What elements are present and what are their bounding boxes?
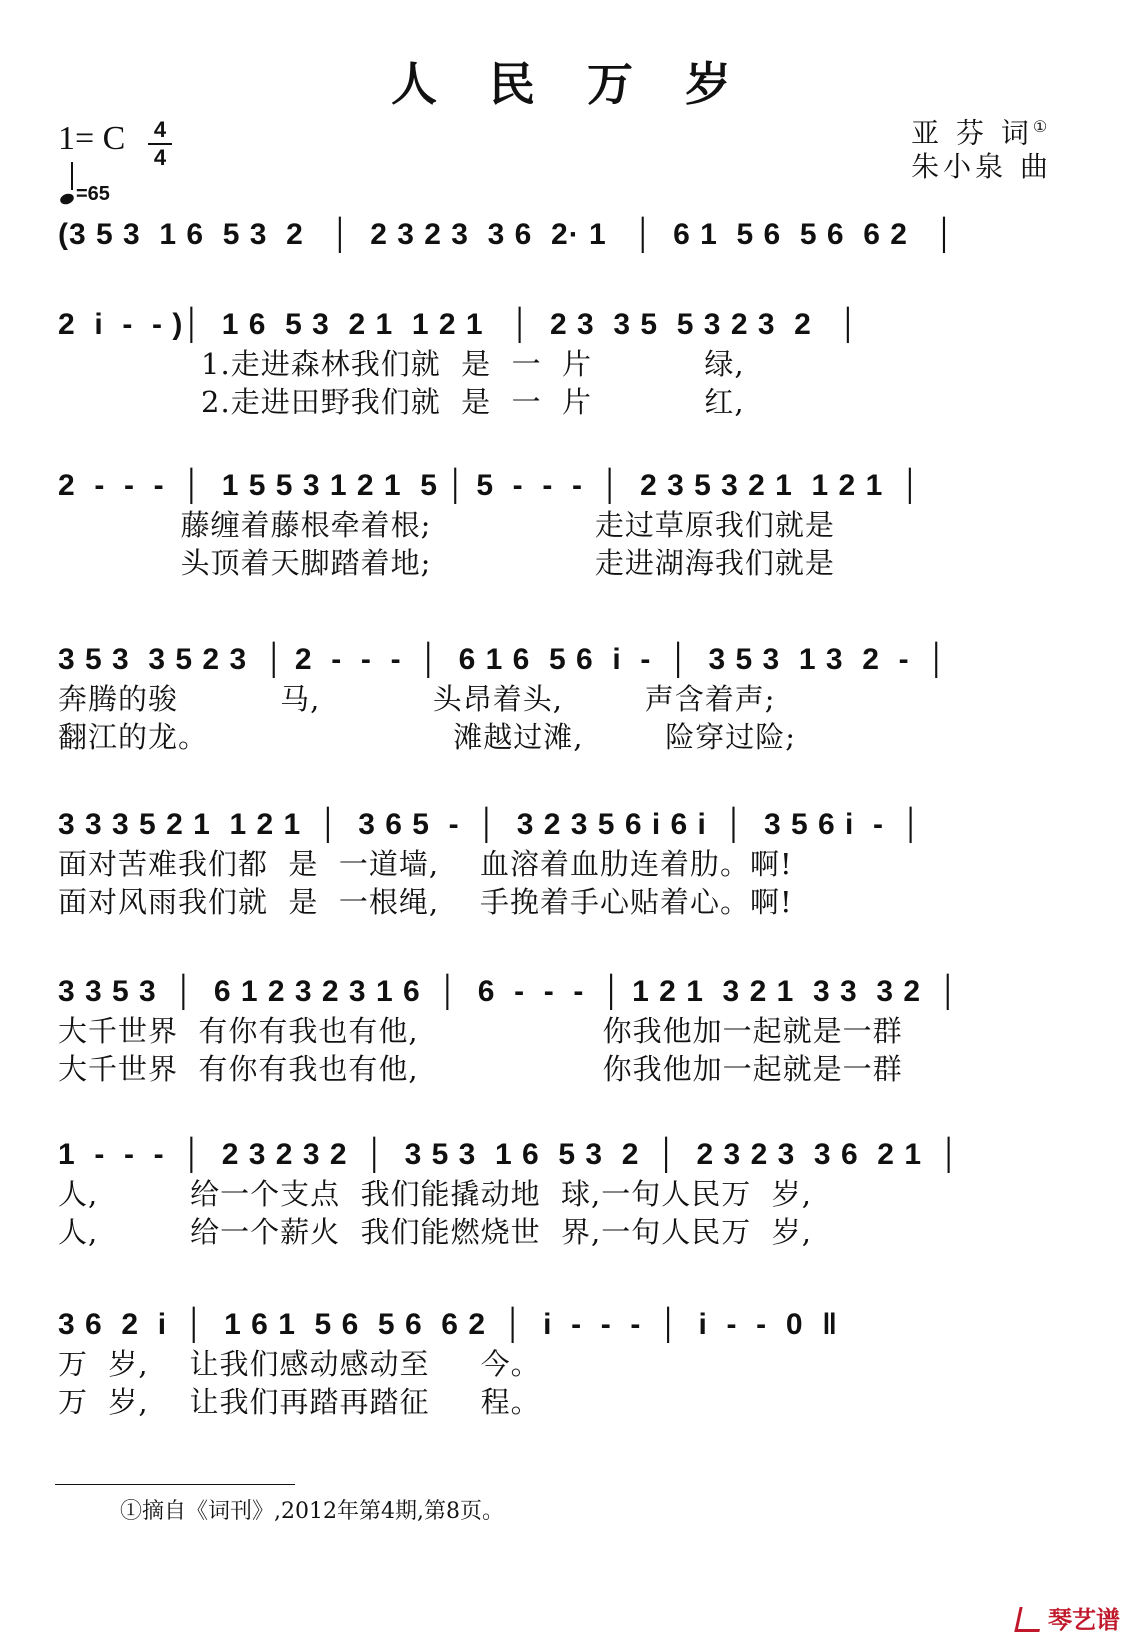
quarter-note-icon xyxy=(59,192,76,206)
lyric-verse-2: 头顶着天脚踏着地; 走进湖海我们就是 xyxy=(58,546,835,580)
footnote-marker: ① xyxy=(1032,117,1048,136)
lyricist: 亚 芬 词 xyxy=(911,116,1033,150)
notation-line: 3 5 3 3 5 2 3 │ 2 - - - │ 6 1 6 5 6 i - │ 3 5 3 1 3 2 - │ xyxy=(58,643,949,676)
credits xyxy=(911,110,1052,184)
meter-top: 4 xyxy=(153,117,167,142)
score-row-4 xyxy=(58,640,1048,756)
lyric-verse-1: 人, 给一个支点 我们能撬动地 球,一句人民万 岁, xyxy=(58,1177,812,1211)
score-row-6 xyxy=(58,972,1048,1088)
time-signature xyxy=(148,118,172,170)
meter-bottom: 4 xyxy=(153,145,167,170)
lyric-verse-1: 奔腾的骏 马, 头昂着头, 声含着声; xyxy=(58,682,776,716)
notation-line: 2 - - - │ 1 5 5 3 1 2 1 5 │ 5 - - - │ 2 3 5 3 2 1 1 2 1 │ xyxy=(58,469,922,502)
lyric-verse-1: 藤缠着藤根牵着根; 走过草原我们就是 xyxy=(58,508,835,542)
tempo-value: =65 xyxy=(76,183,110,205)
notation-line: 2 i - - )│ 1 6 5 3 2 1 1 2 1 │ 2 3 3 5 5 3 2 3 2 │ xyxy=(58,308,860,341)
footnote-divider xyxy=(55,1484,295,1485)
notation-line: 3 6 2 i │ 1 6 1 5 6 5 6 6 2 │ i - - - │ i - - 0 ‖ xyxy=(58,1308,839,1341)
footnote: ①摘自《词刊》,2012年第4期,第8页。 xyxy=(120,1499,504,1524)
lyric-verse-2: 大千世界 有你有我也有他, 你我他加一起就是一群 xyxy=(58,1052,903,1086)
lyric-verse-1: 面对苦难我们都 是 一道墙, 血溶着血肋连着肋。啊! xyxy=(58,847,793,881)
lyricist-line xyxy=(911,110,1052,150)
lyric-verse-1: 万 岁, 让我们感动感动至 今。 xyxy=(58,1347,541,1381)
logo-text: 琴艺谱 xyxy=(1048,1606,1120,1634)
lyric-verse-2: 翻江的龙。 滩越过滩, 险穿过险; xyxy=(58,720,796,754)
score-row-8 xyxy=(58,1305,1048,1421)
key-signature: 1= C xyxy=(58,120,126,157)
lyric-verse-2: 2.走进田野我们就 是 一 片 红, xyxy=(58,385,745,419)
lyric-verse-2: 万 岁, 让我们再踏再踏征 程。 xyxy=(58,1385,541,1419)
lyric-verse-2: 面对风雨我们就 是 一根绳, 手挽着手心贴着心。啊! xyxy=(58,885,793,919)
score-row-1 xyxy=(58,215,1048,255)
lyric-verse-1: 大千世界 有你有我也有他, 你我他加一起就是一群 xyxy=(58,1014,903,1048)
composer: 朱小泉 曲 xyxy=(911,150,1052,184)
score-row-5 xyxy=(58,805,1048,921)
notation-line: (3 5 3 1 6 5 3 2 │ 2 3 2 3 3 6 2· 1 │ 6 1 5 6 5 6 6 2 │ xyxy=(58,218,956,251)
score-row-2 xyxy=(58,305,1048,421)
notation-line: 3 3 5 3 │ 6 1 2 3 2 3 1 6 │ 6 - - - │ 1 2 1 3 2 1 3 3 3 2 │ xyxy=(58,975,960,1008)
quarter-note-stem xyxy=(71,162,73,190)
notation-line: 1 - - - │ 2 3 2 3 2 │ 3 5 3 1 6 5 3 2 │ 2 3 2 3 3 6 2 1 │ xyxy=(58,1138,961,1171)
lyric-verse-2: 人, 给一个薪火 我们能燃烧世 界,一句人民万 岁, xyxy=(58,1215,812,1249)
logo-icon xyxy=(1014,1607,1044,1632)
score-row-3 xyxy=(58,466,1048,582)
tempo-marking xyxy=(60,172,110,206)
score-row-7 xyxy=(58,1135,1048,1251)
notation-line: 3 3 3 5 2 1 1 2 1 │ 3 6 5 - │ 3 2 3 5 6 i 6 i │ 3 5 6 i - │ xyxy=(58,808,923,841)
watermark-logo xyxy=(1017,1600,1120,1635)
lyric-verse-1: 1.走进森林我们就 是 一 片 绿, xyxy=(58,347,745,381)
song-title: 人 民 万 岁 xyxy=(390,57,750,111)
